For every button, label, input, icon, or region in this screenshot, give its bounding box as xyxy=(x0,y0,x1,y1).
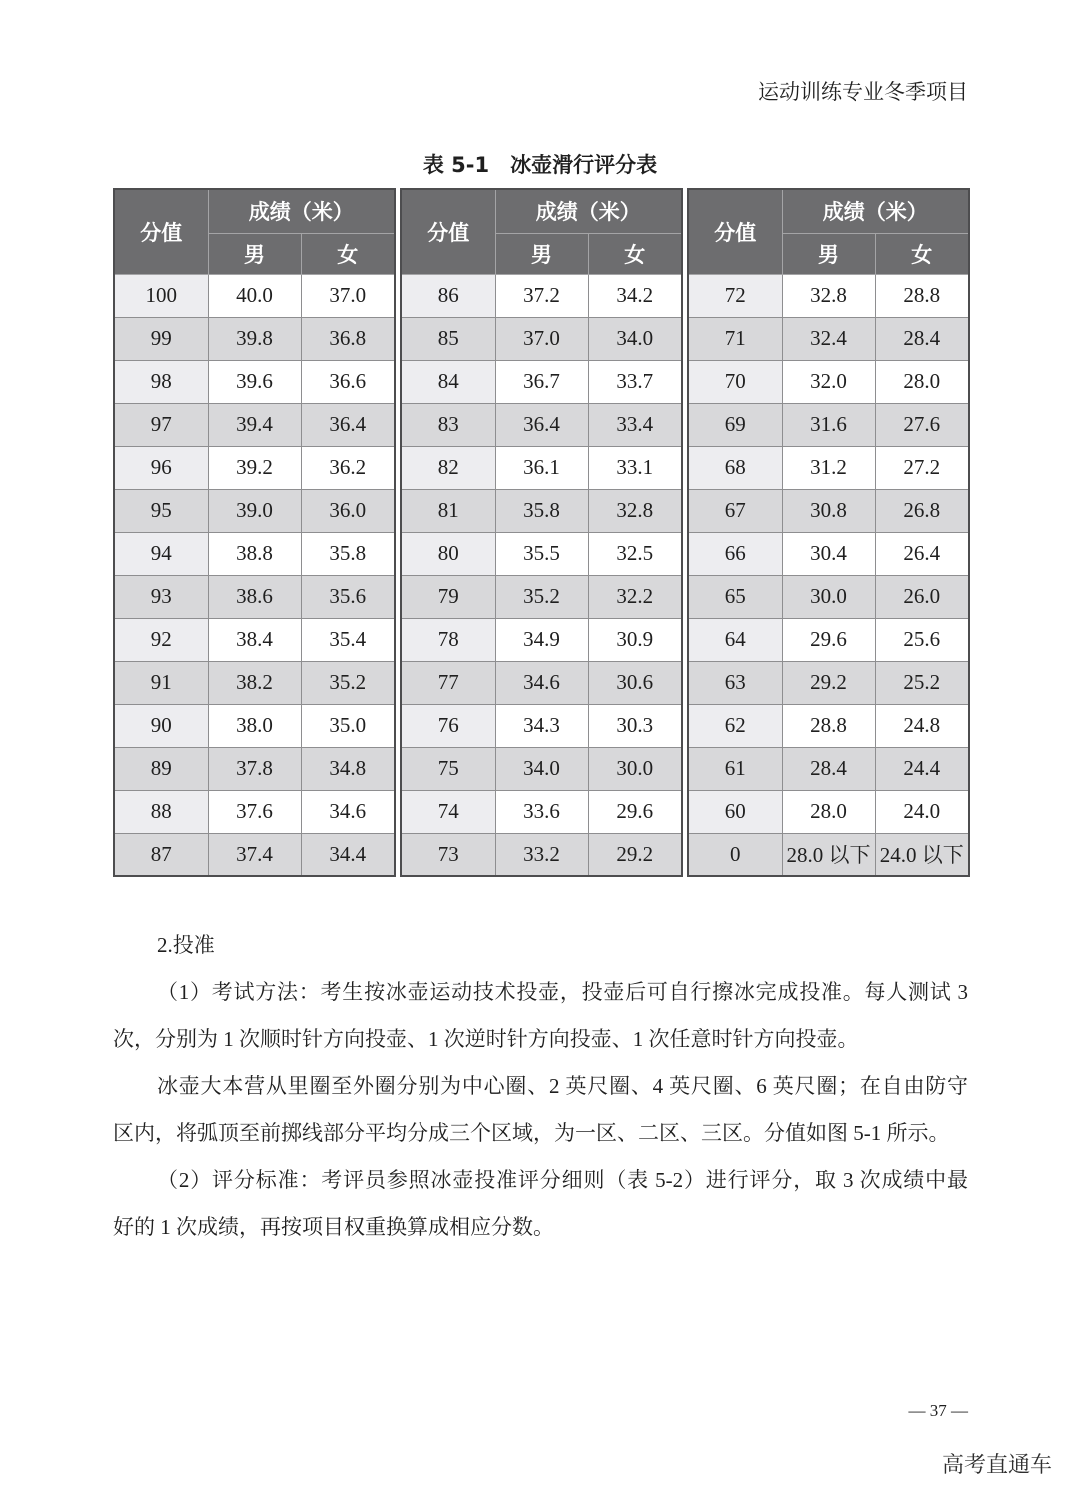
male-result-cell: 39.6 xyxy=(208,360,301,403)
male-column-header: 男 xyxy=(782,233,875,274)
female-result-cell: 36.0 xyxy=(301,489,395,532)
table-row xyxy=(688,790,969,833)
female-result-cell: 37.0 xyxy=(301,274,395,317)
score-cell: 77 xyxy=(401,661,495,704)
score-cell: 62 xyxy=(688,704,782,747)
table-row xyxy=(401,489,682,532)
table-row xyxy=(401,532,682,575)
table-row xyxy=(688,661,969,704)
male-result-cell: 30.4 xyxy=(782,532,875,575)
male-result-cell: 39.4 xyxy=(208,403,301,446)
result-group-header: 成绩（米） xyxy=(495,189,682,233)
male-result-cell: 39.2 xyxy=(208,446,301,489)
female-result-cell: 28.4 xyxy=(875,317,969,360)
section-heading: 2.投准 xyxy=(157,933,215,957)
table-row xyxy=(401,446,682,489)
female-result-cell: 35.4 xyxy=(301,618,395,661)
female-result-cell: 35.0 xyxy=(301,704,395,747)
score-cell: 70 xyxy=(688,360,782,403)
female-result-cell: 35.6 xyxy=(301,575,395,618)
table-row xyxy=(114,575,395,618)
table-row xyxy=(401,790,682,833)
male-result-cell: 33.6 xyxy=(495,790,588,833)
table-row xyxy=(401,403,682,446)
score-cell: 74 xyxy=(401,790,495,833)
male-result-cell: 34.9 xyxy=(495,618,588,661)
table-row xyxy=(688,618,969,661)
watermark-text: 高考直通车 xyxy=(941,1453,1052,1478)
male-result-cell: 40.0 xyxy=(208,274,301,317)
score-cell: 72 xyxy=(688,274,782,317)
table-body xyxy=(401,274,682,876)
score-cell: 65 xyxy=(688,575,782,618)
table-row xyxy=(688,489,969,532)
score-cell: 83 xyxy=(401,403,495,446)
female-result-cell: 24.8 xyxy=(875,704,969,747)
female-result-cell: 36.4 xyxy=(301,403,395,446)
table-row xyxy=(401,575,682,618)
male-result-cell: 28.0 xyxy=(782,790,875,833)
table-row xyxy=(114,618,395,661)
page-number: — 37 — xyxy=(908,1401,968,1420)
male-result-cell: 30.0 xyxy=(782,575,875,618)
table-row xyxy=(114,317,395,360)
male-result-cell: 34.6 xyxy=(495,661,588,704)
score-table-block-3 xyxy=(687,188,970,877)
table-row xyxy=(114,790,395,833)
score-cell: 86 xyxy=(401,274,495,317)
female-result-cell: 26.4 xyxy=(875,532,969,575)
male-result-cell: 28.4 xyxy=(782,747,875,790)
table-row xyxy=(114,532,395,575)
male-result-cell: 38.8 xyxy=(208,532,301,575)
paragraph-test-method xyxy=(113,969,968,1063)
table-row xyxy=(401,360,682,403)
male-result-cell: 37.4 xyxy=(208,833,301,876)
male-result-cell: 38.2 xyxy=(208,661,301,704)
score-cell: 63 xyxy=(688,661,782,704)
score-cell: 100 xyxy=(114,274,208,317)
paragraph-line: 好的 1 次成绩，再按项目权重换算成相应分数。 xyxy=(113,1215,554,1239)
female-result-cell: 32.5 xyxy=(588,532,682,575)
male-result-cell: 33.2 xyxy=(495,833,588,876)
score-cell: 94 xyxy=(114,532,208,575)
table-row xyxy=(114,661,395,704)
score-cell: 66 xyxy=(688,532,782,575)
table-row xyxy=(401,833,682,876)
score-cell: 95 xyxy=(114,489,208,532)
score-column-header: 分值 xyxy=(688,189,782,274)
header-row xyxy=(114,189,395,233)
header-row xyxy=(401,189,682,233)
score-cell: 68 xyxy=(688,446,782,489)
female-result-cell: 32.2 xyxy=(588,575,682,618)
table-body xyxy=(114,274,395,876)
score-cell: 73 xyxy=(401,833,495,876)
score-cell: 97 xyxy=(114,403,208,446)
male-result-cell: 38.4 xyxy=(208,618,301,661)
male-result-cell: 34.3 xyxy=(495,704,588,747)
female-result-cell: 26.8 xyxy=(875,489,969,532)
table-row xyxy=(401,274,682,317)
paragraph-line: （2）评分标准：考评员参照冰壶投准评分细则（表 5-2）进行评分，取 3 次成绩中最 xyxy=(157,1168,968,1192)
score-cell: 99 xyxy=(114,317,208,360)
score-cell: 87 xyxy=(114,833,208,876)
score-column-header: 分值 xyxy=(401,189,495,274)
table-row xyxy=(114,747,395,790)
female-result-cell: 32.8 xyxy=(588,489,682,532)
score-cell: 91 xyxy=(114,661,208,704)
score-table-block-1 xyxy=(113,188,396,877)
score-table xyxy=(113,188,969,876)
score-cell: 78 xyxy=(401,618,495,661)
score-cell: 80 xyxy=(401,532,495,575)
score-cell: 96 xyxy=(114,446,208,489)
female-result-cell: 27.2 xyxy=(875,446,969,489)
female-result-cell: 34.2 xyxy=(588,274,682,317)
female-result-cell: 30.6 xyxy=(588,661,682,704)
male-result-cell: 36.4 xyxy=(495,403,588,446)
paragraph-scoring-standard xyxy=(113,1157,968,1251)
table-row xyxy=(688,317,969,360)
female-result-cell: 25.2 xyxy=(875,661,969,704)
table-row xyxy=(114,403,395,446)
male-result-cell: 34.0 xyxy=(495,747,588,790)
table-row xyxy=(688,446,969,489)
female-result-cell: 34.4 xyxy=(301,833,395,876)
score-cell: 93 xyxy=(114,575,208,618)
female-result-cell: 29.2 xyxy=(588,833,682,876)
female-column-header: 女 xyxy=(301,233,395,274)
female-result-cell: 35.8 xyxy=(301,532,395,575)
score-cell: 82 xyxy=(401,446,495,489)
male-result-cell: 35.2 xyxy=(495,575,588,618)
female-result-cell: 30.0 xyxy=(588,747,682,790)
score-cell: 85 xyxy=(401,317,495,360)
female-result-cell: 33.4 xyxy=(588,403,682,446)
female-result-cell: 27.6 xyxy=(875,403,969,446)
male-result-cell: 39.8 xyxy=(208,317,301,360)
score-cell: 69 xyxy=(688,403,782,446)
male-result-cell: 37.8 xyxy=(208,747,301,790)
male-result-cell: 31.6 xyxy=(782,403,875,446)
female-result-cell: 28.0 xyxy=(875,360,969,403)
male-result-cell: 37.2 xyxy=(495,274,588,317)
table-row xyxy=(114,446,395,489)
female-result-cell: 36.6 xyxy=(301,360,395,403)
score-cell: 88 xyxy=(114,790,208,833)
female-result-cell: 28.8 xyxy=(875,274,969,317)
paragraph-house-zones xyxy=(113,1063,968,1157)
male-result-cell: 38.0 xyxy=(208,704,301,747)
female-result-cell: 26.0 xyxy=(875,575,969,618)
table-row xyxy=(688,575,969,618)
paragraph-line: （1）考试方法：考生按冰壶运动技术投壶，投壶后可自行擦冰完成投准。每人测试 3 xyxy=(157,980,968,1004)
male-result-cell: 35.5 xyxy=(495,532,588,575)
male-result-cell: 37.6 xyxy=(208,790,301,833)
table-row xyxy=(688,532,969,575)
female-result-cell: 34.6 xyxy=(301,790,395,833)
table-row xyxy=(688,274,969,317)
running-header: 运动训练专业冬季项目 xyxy=(758,80,968,104)
table-row xyxy=(114,274,395,317)
female-result-cell: 34.8 xyxy=(301,747,395,790)
score-cell: 81 xyxy=(401,489,495,532)
male-result-cell: 29.2 xyxy=(782,661,875,704)
header-row xyxy=(688,189,969,233)
female-result-cell: 36.2 xyxy=(301,446,395,489)
male-result-cell: 31.2 xyxy=(782,446,875,489)
male-column-header: 男 xyxy=(208,233,301,274)
female-result-cell: 24.4 xyxy=(875,747,969,790)
body-text xyxy=(113,922,968,1251)
male-column-header: 男 xyxy=(495,233,588,274)
paragraph-line: 冰壶大本营从里圈至外圈分别为中心圈、2 英尺圈、4 英尺圈、6 英尺圈；在自由防守 xyxy=(157,1074,968,1098)
table-row xyxy=(114,704,395,747)
female-result-cell: 34.0 xyxy=(588,317,682,360)
female-result-cell: 33.7 xyxy=(588,360,682,403)
table-row xyxy=(401,618,682,661)
male-result-cell: 29.6 xyxy=(782,618,875,661)
female-result-cell: 25.6 xyxy=(875,618,969,661)
female-result-cell: 30.9 xyxy=(588,618,682,661)
table-body xyxy=(688,274,969,876)
score-cell: 0 xyxy=(688,833,782,876)
score-cell: 75 xyxy=(401,747,495,790)
score-cell: 67 xyxy=(688,489,782,532)
male-result-cell: 28.8 xyxy=(782,704,875,747)
male-result-cell: 32.0 xyxy=(782,360,875,403)
table-row xyxy=(688,833,969,876)
female-column-header: 女 xyxy=(875,233,969,274)
table-row xyxy=(688,704,969,747)
female-result-cell: 35.2 xyxy=(301,661,395,704)
score-cell: 98 xyxy=(114,360,208,403)
male-result-cell: 28.0 以下 xyxy=(782,833,875,876)
male-result-cell: 39.0 xyxy=(208,489,301,532)
score-cell: 89 xyxy=(114,747,208,790)
female-result-cell: 36.8 xyxy=(301,317,395,360)
female-result-cell: 29.6 xyxy=(588,790,682,833)
table-row xyxy=(401,317,682,360)
female-column-header: 女 xyxy=(588,233,682,274)
score-cell: 92 xyxy=(114,618,208,661)
score-cell: 71 xyxy=(688,317,782,360)
female-result-cell: 30.3 xyxy=(588,704,682,747)
paragraph-line: 区内，将弧顶至前掷线部分平均分成三个区域，为一区、二区、三区。分值如图 5-1 所示。 xyxy=(113,1121,950,1145)
male-result-cell: 30.8 xyxy=(782,489,875,532)
female-result-cell: 24.0 xyxy=(875,790,969,833)
table-row xyxy=(688,747,969,790)
score-cell: 76 xyxy=(401,704,495,747)
male-result-cell: 32.8 xyxy=(782,274,875,317)
male-result-cell: 36.1 xyxy=(495,446,588,489)
table-row xyxy=(114,360,395,403)
table-row xyxy=(401,661,682,704)
table-row xyxy=(688,403,969,446)
score-cell: 84 xyxy=(401,360,495,403)
male-result-cell: 37.0 xyxy=(495,317,588,360)
table-row xyxy=(688,360,969,403)
score-cell: 60 xyxy=(688,790,782,833)
male-result-cell: 36.7 xyxy=(495,360,588,403)
male-result-cell: 35.8 xyxy=(495,489,588,532)
result-group-header: 成绩（米） xyxy=(782,189,969,233)
score-cell: 61 xyxy=(688,747,782,790)
table-row xyxy=(401,704,682,747)
table-row xyxy=(401,747,682,790)
female-result-cell: 24.0 以下 xyxy=(875,833,969,876)
male-result-cell: 38.6 xyxy=(208,575,301,618)
score-column-header: 分值 xyxy=(114,189,208,274)
score-table-block-2 xyxy=(400,188,683,877)
female-result-cell: 33.1 xyxy=(588,446,682,489)
score-cell: 90 xyxy=(114,704,208,747)
male-result-cell: 32.4 xyxy=(782,317,875,360)
table-row xyxy=(114,833,395,876)
paragraph-line: 次，分别为 1 次顺时针方向投壶、1 次逆时针方向投壶、1 次任意时针方向投壶。 xyxy=(113,1027,859,1051)
result-group-header: 成绩（米） xyxy=(208,189,395,233)
table-row xyxy=(114,489,395,532)
score-cell: 79 xyxy=(401,575,495,618)
score-cell: 64 xyxy=(688,618,782,661)
table-title: 表 5-1 冰壶滑行评分表 xyxy=(422,153,658,177)
